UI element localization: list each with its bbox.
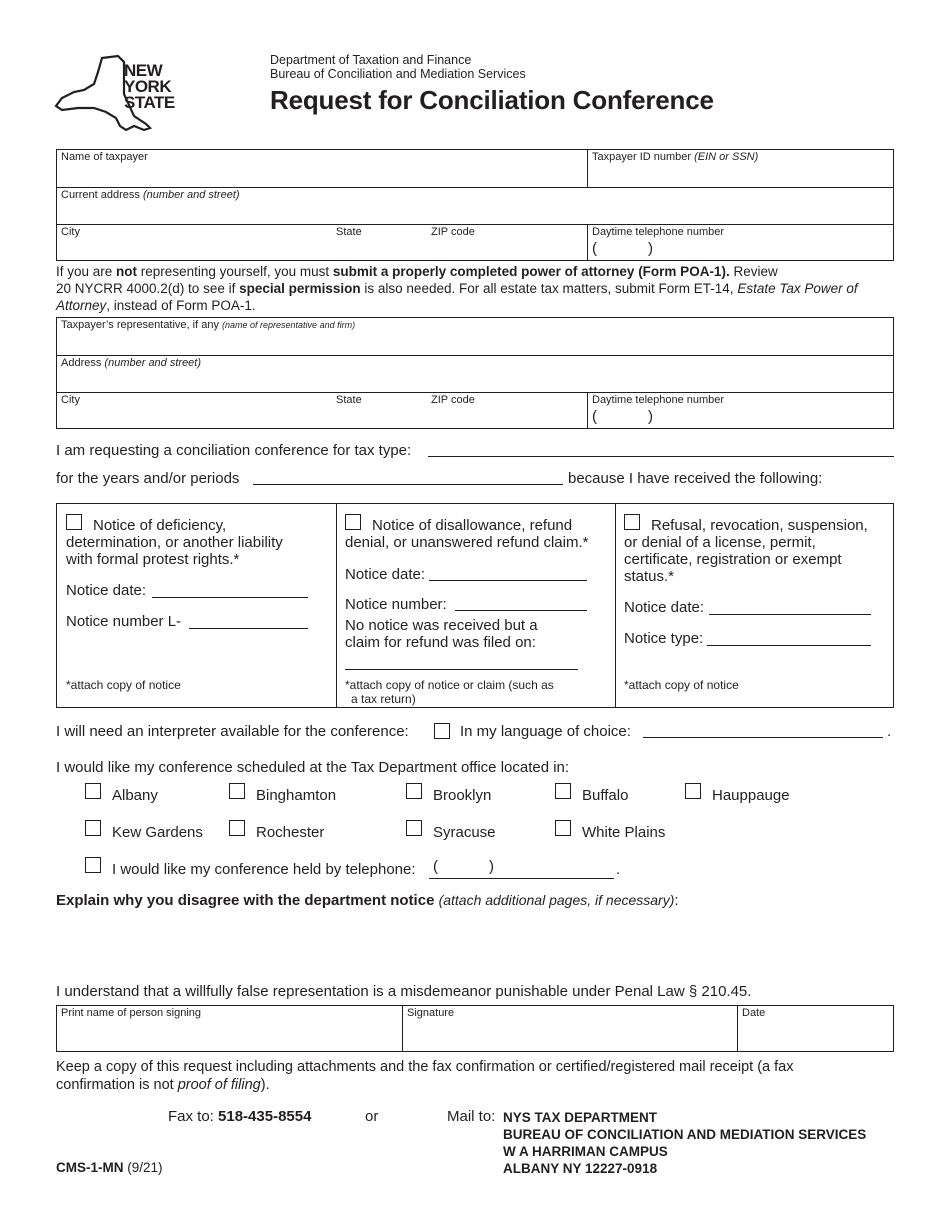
taxpayer-id-hint: (EIN or SSN): [694, 151, 759, 163]
phone-paren-open: (: [592, 240, 597, 257]
form-id: CMS-1-MN (9/21): [56, 1160, 163, 1175]
representative-name-hint: (name of representative and firm): [222, 320, 356, 330]
col1-footnote: *attach copy of notice: [66, 678, 181, 692]
nys-logo: [54, 54, 184, 134]
taxpayer-name-label: Name of taxpayer: [61, 151, 148, 163]
no-notice-line2: claim for refund was filed on:: [345, 634, 536, 651]
office-binghamton-label: Binghamton: [256, 787, 337, 804]
col1-notice-number-input[interactable]: [189, 628, 308, 629]
tax-type-label: I am requesting a conciliation conference for tax type:: [56, 442, 412, 459]
refund-claim-date-input[interactable]: [345, 669, 578, 670]
office-hauppauge-checkbox[interactable]: [685, 783, 701, 799]
fax-label: Fax to:: [168, 1108, 214, 1125]
years-input[interactable]: [253, 484, 563, 485]
taxpayer-city-field[interactable]: [57, 225, 332, 261]
offices-label: I would like my conference scheduled at the Tax Department office located in:: [56, 759, 570, 776]
representative-zip-field[interactable]: [427, 393, 587, 429]
date-field[interactable]: [738, 1006, 893, 1051]
office-albany-checkbox[interactable]: [85, 783, 101, 799]
col3-notice-date-label: Notice date:: [624, 599, 705, 616]
deficiency-line3: with formal protest rights.*: [66, 551, 240, 568]
explain-heading: Explain why you disagree with the department notice (attach additional pages, if necessary):: [56, 892, 679, 909]
taxpayer-name-field[interactable]: [57, 150, 587, 187]
col3-footnote: *attach copy of notice: [624, 678, 739, 692]
signature-box: [56, 1005, 894, 1052]
form-title: Request for Conciliation Conference: [270, 85, 714, 115]
taxpayer-info-box: [56, 149, 894, 261]
taxpayer-zip-field[interactable]: [427, 225, 587, 261]
refusal-line1: Refusal, revocation, suspension,: [651, 517, 868, 534]
mail-line3: W A HARRIMAN CAMPUS: [503, 1144, 668, 1159]
phone-paren-close: ): [648, 240, 653, 257]
taxpayer-state-field[interactable]: [332, 225, 427, 261]
representative-city-label: City: [61, 394, 80, 406]
refusal-line2: or denial of a license, permit,: [624, 534, 816, 551]
representative-state-field[interactable]: [332, 393, 427, 429]
col2-notice-date-label: Notice date:: [345, 566, 426, 583]
telephone-conference-input[interactable]: [429, 878, 614, 879]
taxpayer-id-field[interactable]: [588, 150, 893, 187]
office-syracuse-label: Syracuse: [433, 824, 496, 841]
col3-notice-date-input[interactable]: [709, 614, 871, 615]
taxpayer-city-label: City: [61, 226, 80, 238]
taxpayer-phone-field[interactable]: [588, 225, 893, 261]
taxpayer-address-field[interactable]: [57, 188, 893, 224]
representative-name-label: Taxpayer’s representative, if any: [61, 319, 219, 331]
keep-copy-note: Keep a copy of this request including attachments and the fax confirmation or certified/registered mail receipt (a fax confirmation is not proof of filing).: [56, 1059, 794, 1093]
penalty-statement: I understand that a willfully false representation is a misdemeanor punishable under Penal Law § 210.45.: [56, 983, 752, 1000]
representative-phone-label: Daytime telephone number: [592, 394, 725, 406]
telephone-conference-label: I would like my conference held by telephone:: [112, 861, 416, 878]
representative-address-field[interactable]: [57, 356, 893, 392]
representative-address-label: Address: [61, 357, 102, 369]
representative-phone-field[interactable]: [588, 393, 893, 429]
logo-line-state: STATE: [124, 93, 175, 112]
tel-paren-open: (: [433, 858, 438, 875]
mail-line4: ALBANY NY 12227-0918: [503, 1161, 658, 1176]
col2-footnote-line1: *attach copy of notice or claim (such as: [345, 678, 554, 692]
or-label: or: [365, 1108, 379, 1125]
col1-notice-number-label: Notice number L-: [66, 613, 182, 630]
col2-notice-number-label: Notice number:: [345, 596, 447, 613]
taxpayer-address-label: Current address: [61, 189, 140, 201]
deficiency-line2: determination, or another liability: [66, 534, 283, 551]
col1-notice-date-input[interactable]: [152, 597, 308, 598]
explain-text-area[interactable]: [56, 912, 894, 978]
mail-line2: BUREAU OF CONCILIATION AND MEDIATION SERVICES: [503, 1127, 867, 1142]
deficiency-line1: Notice of deficiency,: [93, 517, 227, 534]
taxpayer-phone-label: Daytime telephone number: [592, 226, 725, 238]
representative-name-field[interactable]: [57, 318, 893, 355]
office-albany-label: Albany: [112, 787, 158, 804]
bureau-name: Bureau of Conciliation and Mediation Services: [270, 67, 526, 81]
office-binghamton-checkbox[interactable]: [229, 783, 245, 799]
language-period: .: [887, 723, 892, 740]
interpreter-label: I will need an interpreter available for the conference:: [56, 723, 409, 740]
tax-type-input[interactable]: [428, 456, 894, 457]
because-label: because I have received the following:: [568, 470, 823, 487]
notices-box: [56, 503, 894, 708]
taxpayer-zip-label: ZIP code: [431, 226, 475, 238]
signature-label: Signature: [407, 1007, 455, 1019]
office-brooklyn-checkbox[interactable]: [406, 783, 422, 799]
mail-label: Mail to:: [447, 1108, 496, 1125]
date-label: Date: [742, 1007, 766, 1019]
col2-footnote-line2: a tax return): [351, 692, 416, 706]
representative-state-label: State: [336, 394, 362, 406]
logo-line-york: YORK: [124, 77, 172, 96]
office-syracuse-checkbox[interactable]: [406, 820, 422, 836]
fax-number: 518-435-8554: [218, 1108, 312, 1125]
taxpayer-address-hint: (number and street): [142, 189, 240, 201]
rep-phone-paren-close: ): [648, 408, 653, 425]
tel-paren-close: ): [489, 858, 494, 875]
representative-info-box: [56, 317, 894, 429]
taxpayer-id-label: Taxpayer ID number: [592, 151, 692, 163]
disallowance-line2: denial, or unanswered refund claim.*: [345, 534, 589, 551]
logo-line-new: NEW: [124, 61, 163, 80]
col1-notice-date-label: Notice date:: [66, 582, 147, 599]
telephone-conference-checkbox[interactable]: [85, 857, 101, 873]
telephone-period: .: [616, 861, 621, 878]
col3-notice-type-input[interactable]: [707, 645, 871, 646]
office-kew-gardens-label: Kew Gardens: [112, 824, 203, 841]
years-label: for the years and/or periods: [56, 470, 240, 487]
representative-zip-label: ZIP code: [431, 394, 475, 406]
col2-notice-date-input[interactable]: [429, 580, 587, 581]
office-rochester-checkbox[interactable]: [229, 820, 245, 836]
office-brooklyn-label: Brooklyn: [433, 787, 492, 804]
poa-instructions: If you are not representing yourself, you must submit a properly completed power of attorney (Form POA-1). Review 20 NYCRR 4000.2(d) to see if special permission is also needed. For all estate tax matters, submit Form ET-14, Estate Tax Power of Attorney, instead of Form POA-1.: [56, 264, 858, 313]
office-white-plains-label: White Plains: [582, 824, 666, 841]
taxpayer-state-label: State: [336, 226, 362, 238]
print-name-label: Print name of person signing: [61, 1007, 202, 1019]
language-input[interactable]: [643, 737, 883, 738]
department-name: Department of Taxation and Finance: [270, 53, 472, 67]
office-white-plains-checkbox[interactable]: [555, 820, 571, 836]
rep-phone-paren-open: (: [592, 408, 597, 425]
refusal-line3: certificate, registration or exempt: [624, 551, 842, 568]
representative-city-field[interactable]: [57, 393, 332, 429]
signature-field[interactable]: [403, 1006, 737, 1051]
representative-address-hint: (number and street): [104, 357, 202, 369]
interpreter-checkbox[interactable]: [434, 723, 450, 739]
disallowance-line1: Notice of disallowance, refund: [372, 517, 573, 534]
mail-address: [503, 1109, 866, 1177]
no-notice-line1: No notice was received but a: [345, 617, 538, 634]
office-hauppauge-label: Hauppauge: [712, 787, 790, 804]
language-label: In my language of choice:: [460, 723, 631, 740]
refusal-line4: status.*: [624, 568, 675, 585]
mail-line1: NYS TAX DEPARTMENT: [503, 1110, 658, 1125]
col3-notice-type-label: Notice type:: [624, 630, 704, 647]
col2-notice-number-input[interactable]: [455, 610, 587, 611]
fax-info: [168, 1108, 311, 1125]
office-buffalo-checkbox[interactable]: [555, 783, 571, 799]
print-name-field[interactable]: [57, 1006, 402, 1051]
office-buffalo-label: Buffalo: [582, 787, 629, 804]
office-rochester-label: Rochester: [256, 824, 325, 841]
office-kew-gardens-checkbox[interactable]: [85, 820, 101, 836]
